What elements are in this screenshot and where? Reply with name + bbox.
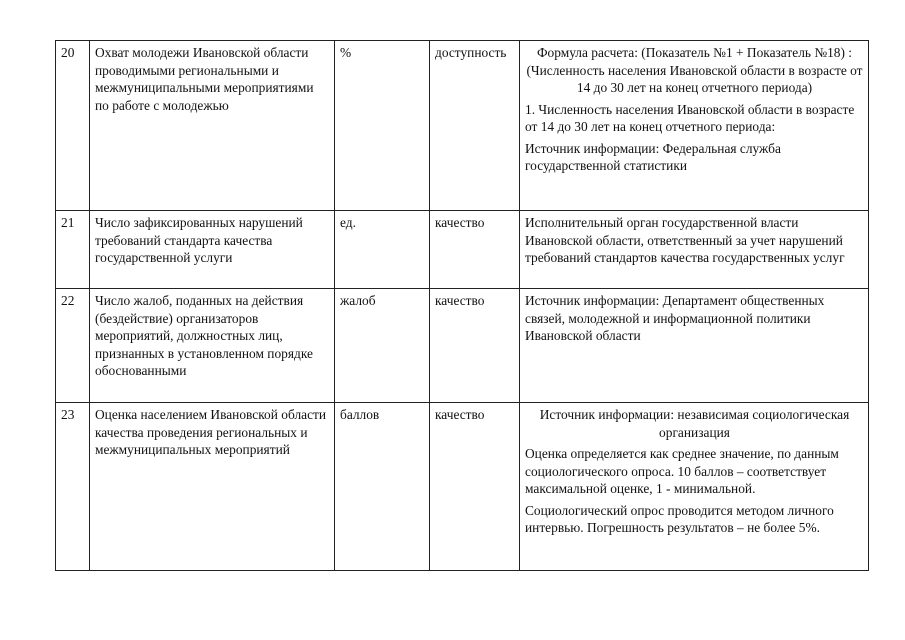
description-paragraph: Социологический опрос проводится методом личного интервью. Погрешность результатов – не более 5%. [525, 502, 834, 535]
description-paragraph: Источник информации: Департамент общественных связей, молодежной и информационной политики Ивановской области [525, 293, 825, 343]
indicators-table [55, 40, 869, 571]
description-paragraph: Источник информации: независимая социологическая организация [539, 407, 850, 440]
type-cell: качество [430, 403, 520, 571]
row-number: 22 [56, 289, 90, 403]
description-paragraph: Исполнительный орган государственной власти Ивановской области, ответственный за учет нарушений требований стандартов качества государственных услуг [525, 215, 845, 265]
type-cell: доступность [430, 41, 520, 211]
description-paragraph: 1. Численность населения Ивановской области в возрасте от 14 до 30 лет на конец отчетного периода: [525, 101, 855, 134]
type-cell: качество [430, 211, 520, 289]
type-cell: качество [430, 289, 520, 403]
unit-cell: % [335, 41, 430, 211]
description-cell [520, 403, 869, 571]
table-row [56, 41, 869, 211]
row-number: 23 [56, 403, 90, 571]
table-row [56, 211, 869, 289]
description-paragraph: Источник информации: Федеральная служба государственной статистики [525, 140, 781, 173]
row-number: 21 [56, 211, 90, 289]
description-cell [520, 41, 869, 211]
description-cell [520, 289, 869, 403]
description-cell [520, 211, 869, 289]
row-number: 20 [56, 41, 90, 211]
table-row [56, 289, 869, 403]
table-row [56, 403, 869, 571]
description-paragraph: Оценка определяется как среднее значение, по данным социологического опроса. 10 баллов – соответствует максимальной оценке, 1 - минимальной. [525, 446, 839, 496]
indicator-name: Охват молодежи Ивановской области проводимыми региональными и межмуниципальными мероприятиями по работе с молодежью [90, 41, 335, 211]
unit-cell: ед. [335, 211, 430, 289]
indicator-name: Оценка населением Ивановской области качества проведения региональных и межмуниципальных мероприятий [90, 403, 335, 571]
unit-cell: баллов [335, 403, 430, 571]
indicator-name: Число жалоб, поданных на действия (бездействие) организаторов мероприятий, должностных лиц, признанных в установленном порядке обоснованными [90, 289, 335, 403]
unit-cell: жалоб [335, 289, 430, 403]
description-paragraph: Формула расчета: (Показатель №1 + Показатель №18) : (Численность населения Ивановской области в возрасте от 14 до 30 лет на конец отчетного периода) [526, 45, 863, 95]
indicator-name: Число зафиксированных нарушений требований стандарта качества государственной услуги [90, 211, 335, 289]
